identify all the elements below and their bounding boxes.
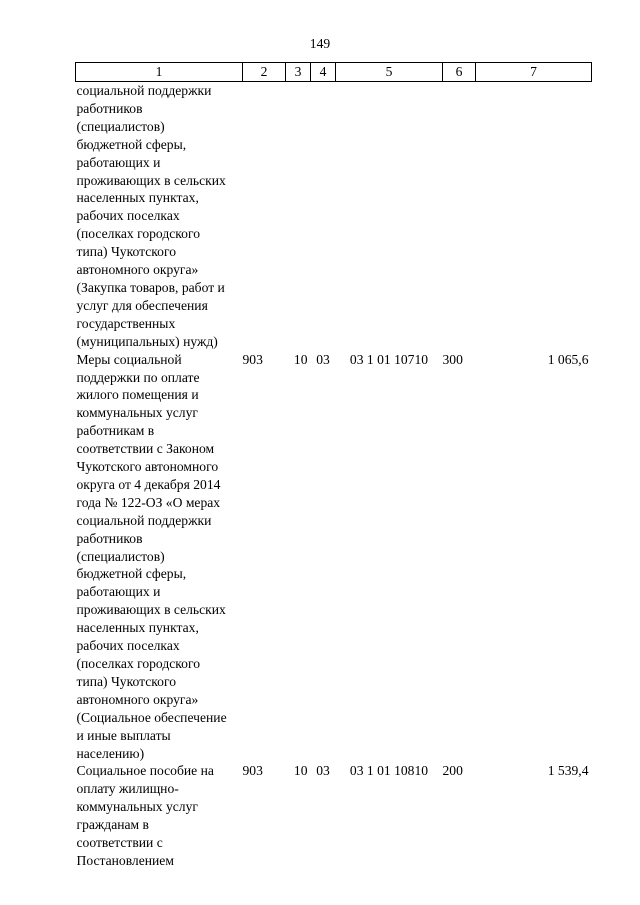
header-col-3: 3: [286, 63, 311, 82]
expense-type-code: [443, 82, 476, 351]
row-name-line: соответствии с: [76, 835, 163, 851]
section-code: 10: [293, 763, 308, 779]
row-name-line: (поселках городского: [76, 656, 201, 671]
table-row: [76, 762, 592, 869]
row-name-line: соответствии с Законом: [76, 441, 215, 457]
row-name-line: социальной поддержки: [76, 83, 212, 98]
row-name-line: коммунальных услуг: [76, 405, 198, 421]
table-body: [76, 82, 592, 870]
header-col-4: 4: [311, 63, 336, 82]
ministry-code: [243, 82, 286, 351]
row-name-line: автономного округа»: [76, 691, 199, 707]
header-col-7: 7: [476, 63, 592, 82]
row-name-line: коммунальных услуг: [76, 799, 198, 815]
row-name-line: (Социальное обеспечение: [76, 709, 227, 725]
row-name-line: работников: [76, 530, 143, 546]
row-name-line: проживающих в сельских: [76, 602, 226, 618]
row-name-line: (специалистов): [76, 548, 165, 564]
row-name-line: округа от 4 декабря 2014: [76, 476, 221, 492]
row-name-line: поддержки по оплате: [76, 369, 200, 385]
section-code: 10: [293, 351, 308, 367]
row-name-line: автономного округа»: [76, 262, 199, 278]
row-name-line: (муниципальных) нужд): [76, 333, 218, 349]
header-row: [76, 63, 592, 82]
row-name-line: Чукотского автономного: [76, 459, 219, 475]
row-name-line: работающих и: [76, 584, 161, 600]
amount: 1 065,6: [547, 351, 589, 367]
row-name-line: года № 122-ОЗ «О мерах: [76, 494, 221, 510]
row-name-line: социальной поддержки: [76, 512, 212, 528]
row-name-line: (поселках городского: [76, 226, 201, 242]
row-name-line: услуг для обеспечения: [76, 297, 208, 313]
subsection-code: 03: [316, 763, 330, 779]
header-col-1: 1: [76, 63, 243, 82]
ministry-code: 903: [242, 763, 263, 779]
row-name-line: бюджетной сферы,: [76, 566, 187, 582]
ministry-code: 903: [242, 351, 263, 367]
table-row: [76, 82, 592, 351]
budget-table: [75, 62, 592, 870]
row-name-line: проживающих в сельских: [76, 172, 226, 188]
row-name-line: Постановлением: [76, 852, 174, 868]
target-article-code: 03 1 01 10710: [349, 351, 429, 367]
row-name-line: бюджетной сферы,: [76, 136, 187, 152]
row-name-line: Социальное пособие на: [76, 763, 214, 779]
row-name-line: жилого помещения и: [76, 387, 199, 403]
row-name-line: работающих и: [76, 154, 161, 170]
target-article-code: 03 1 01 10810: [349, 763, 429, 779]
subsection-code: 03: [316, 351, 330, 367]
row-name-line: и иные выплаты: [76, 727, 171, 743]
amount: [476, 82, 592, 351]
row-name-line: (Закупка товаров, работ и: [76, 279, 225, 295]
row-name-line: населенных пунктах,: [76, 190, 199, 206]
row-name: [76, 351, 243, 763]
header-col-2: 2: [243, 63, 286, 82]
row-name-line: работникам в: [76, 423, 155, 439]
header-col-6: 6: [443, 63, 476, 82]
table-header: [76, 63, 592, 82]
row-name-line: работников: [76, 100, 143, 116]
target-article-code: [336, 82, 443, 351]
row-name-line: Меры социальной: [76, 351, 182, 367]
row-name-line: типа) Чукотского: [76, 244, 176, 260]
table-row: [76, 351, 592, 763]
row-name-line: гражданам в: [76, 817, 149, 833]
row-name-line: рабочих поселках: [76, 208, 180, 224]
section-code: [286, 82, 311, 351]
row-name: [76, 82, 243, 351]
subsection-code: [311, 82, 336, 351]
row-name: [76, 762, 243, 869]
row-name-line: оплату жилищно-: [76, 781, 179, 797]
row-name-line: (специалистов): [76, 118, 165, 134]
row-name-line: населению): [76, 745, 145, 761]
expense-type-code: 200: [442, 763, 463, 779]
row-name-line: рабочих поселках: [76, 638, 180, 654]
amount: 1 539,4: [547, 763, 589, 779]
row-name-line: типа) Чукотского: [76, 673, 176, 689]
page-number: 149: [309, 36, 331, 51]
header-col-5: 5: [336, 63, 443, 82]
row-name-line: населенных пунктах,: [76, 620, 199, 636]
expense-type-code: 300: [442, 351, 463, 367]
row-name-line: государственных: [76, 315, 176, 331]
